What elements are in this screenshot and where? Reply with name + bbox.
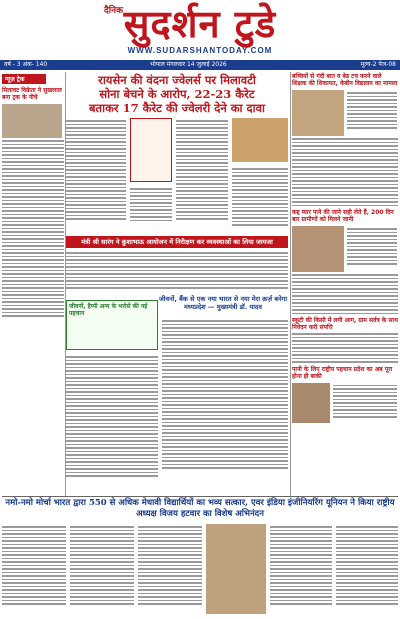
bottom-body-col-3 [138, 524, 202, 607]
issue-price: मूल्य-2 पेज-08 [360, 61, 396, 68]
issue-date: भोपाल मंगलवार 14 जुलाई 2026 [150, 61, 227, 68]
lead-headline-line3: बताकर 17 कैरेट की ज्वेलरी देने का दावा [88, 101, 265, 115]
sidebar-photo-1 [2, 104, 62, 138]
masthead-prefix: दैनिक [104, 6, 124, 16]
minister-inspection-headline: मंत्री श्री सारंग ने कुशाभाऊ आयोजन में निरीक्षण कर व्यवस्थाओं का लिया जायजा [66, 236, 288, 248]
lead-body-col-4 [232, 166, 288, 228]
website-url[interactable]: WWW.SUDARSHANTODAY.COM [127, 46, 273, 55]
right-headline-2: कद्द प्यार पाने की जाने सही लेते हैं, 200 दिन बार ग्रामीणों को मिलने जानी [292, 209, 394, 223]
felicitation-photo [206, 524, 266, 614]
left-sidebar [2, 74, 64, 498]
green-box-title: जीवनों, हैप्पी अन्य के भरोसे की नई पहचान [69, 303, 148, 317]
sidebar-body-text-1 [2, 140, 64, 317]
sidebar-headline-1: मिलावट विक्रेता ने सुखलाल बना ट्रक के नीचे [2, 87, 62, 101]
bottom-body-col-1 [2, 524, 66, 607]
center-left-body [66, 354, 158, 479]
issue-info-bar [0, 60, 400, 70]
cm-story-headline: जीवनों, बैंक से एक नया भारत से नया मेरा क़र्ज़ बनेगा मध्यप्रदेश — मुख्यमंत्री डॉ. यादव [158, 295, 288, 311]
bottom-body-col-4 [270, 524, 332, 607]
column-divider [290, 72, 291, 496]
lead-body-col-2 [130, 186, 172, 223]
right-headline-3: स्कूटी की किसी में लगी आग, ग्राम सर्वत्र के साथ निवेदन करी संपत्ति [292, 317, 398, 331]
portrait-photo [292, 383, 330, 423]
right-headline-1: बच्चियों से गंदी बात व बेड टच करने वाले शिक्षक की शिकायत, केबीन विद्यालय का मामला [292, 73, 398, 87]
right-column [292, 73, 398, 423]
lead-body-col-3 [176, 118, 228, 222]
school-photo [292, 90, 344, 136]
issue-volume: वर्ष - 3 अंक- 140 [4, 61, 48, 68]
lead-quote-box [130, 118, 172, 182]
students-felicitation-headline: नमो-नमो मोर्चा भारत द्वारा 550 से अधिक मेधावी विद्यार्थियों का भव्य सत्कार, एवर इंडिया इंजीनियरिंग यूनियन ने किया राष्ट्रीय अध्यक्ष विजय हटवार का विशेष अभिनंदन [5, 498, 395, 519]
lead-body-col-1 [66, 118, 126, 222]
horizontal-rule [2, 496, 398, 497]
inspection-body-text [66, 250, 288, 291]
right-headline-4: पानी के लिए राष्ट्रीय पहचान प्रदेश का अब पूरा होना ही बाकी [292, 365, 393, 380]
bottom-body-col-5 [336, 524, 398, 607]
lead-headline [66, 73, 288, 115]
bottom-body-col-2 [70, 524, 134, 607]
sidebar-label: न्यूज़ ट्रेक [2, 74, 46, 84]
masthead [0, 0, 400, 60]
green-highlight-box [66, 300, 158, 350]
lead-headline-line2: सोना बेचने के आरोप, 22-23 कैरेट [99, 87, 255, 101]
center-right-body [162, 318, 288, 471]
crowd-photo [292, 226, 344, 272]
jewellery-ad-image [232, 118, 288, 162]
newspaper-title: सुदर्शन टुडे [123, 1, 277, 46]
lead-headline-line1: रायसेन की वंदना ज्वेलर्स पर मिलावटी [98, 73, 256, 87]
